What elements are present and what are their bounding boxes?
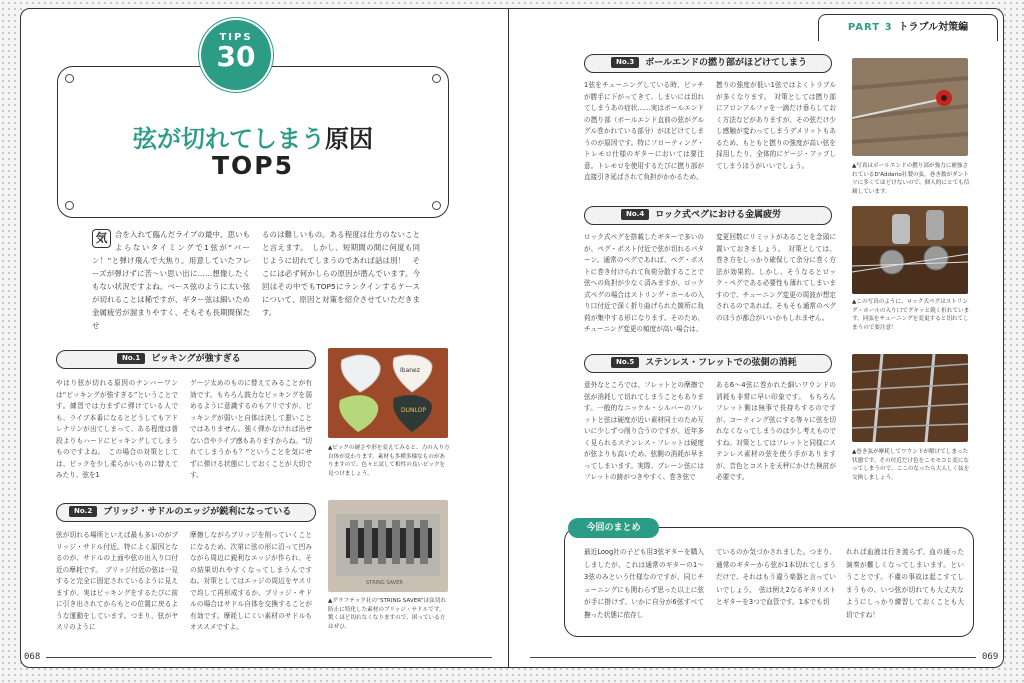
page-number-left: 068 xyxy=(24,652,41,662)
bridge-photo xyxy=(328,500,448,592)
intro-col-1: 気 合を入れて臨んだライブの最中、思いもよらないタイミングで1弦が“バーン！”と弾け飛んで大焦り。用意していたフレーズが弾けずに苦〜い思い出に……想像したくもない状況ですよね。ベース弦のように太い弦が切れることは稀ですが、ギター弦は細いため金属疲労が溜まりやすく、そもそも長期間保たせ xyxy=(92,230,250,330)
footer-rule-left xyxy=(46,657,492,658)
section-5-col-1: 意外なところでは、フレットとの摩擦で弦が消耗して切れてしまうこともあります。一般的なニッケル・シルバーのフレットと弦は硬度が近い素材同士のため互いに少しずつ削り合うのですが、近年多く見られるステンレス・フレットは硬度が弦よりも高いため、弦側の消耗が早まってしまいます。実際、プレーン弦にはフレットの跡がつきやすく、巻き弦で xyxy=(584,381,704,481)
section-3-col-2: 撚りの強度が低い1弦ではよくトラブルが多くなります。 対策としては撚り部にアロンアルファを一滴だけ垂らしておく方法などがありますが、その弦だけ少し感触が変わってしまうデメリットもあるため、もともと撚りの強度が高い弦を採用したり、全体的にゲージ・アップしてしまうほうがいいでしょう。 xyxy=(716,81,836,170)
part-number: PART 3 xyxy=(847,22,893,33)
tips-label: TIPS xyxy=(219,32,253,43)
locking-tuner-image xyxy=(852,206,968,294)
tips-number: 30 xyxy=(216,40,256,73)
part-tab xyxy=(818,14,998,41)
part-name: トラブル対策編 xyxy=(898,22,969,33)
summary-col-1: 最近Loog社の子ども用3弦ギターを購入しましたが、これは通常のギターの1〜3弦のみという仕様なのですが、同じチューニングにも関わらず思った以上に弦が手に掛けず、いかに自分が6弦すべて撫った状態に依存し xyxy=(584,548,704,619)
section-heading-5: No.5 ステンレス・フレットでの弦側の消耗 xyxy=(584,354,832,373)
dropcap: 気 xyxy=(92,229,111,248)
footer-rule-right xyxy=(530,657,976,658)
screw-icon xyxy=(432,201,441,210)
tips-badge xyxy=(201,20,271,90)
section-1-col-1: やはり弦が切れる原因のナンバーワンは“ピッキングが強すぎる”ということです。練習では力まずに弾けている人でも、ライブ本番になるとどうしてもアドレナリンが出てしまって、ある程度は普段よりもハードにピッキングしてしまうものですよね。 この場合の対策としては、ピックを少し柔らかいものに替えてみたり、弦を1 xyxy=(56,379,178,479)
fret-caption: ▲巻き弦が摩耗してワウンドが解けてしまった状態です。その付近だけ色をこモモコと変になってしまうので、ここのなったら大人しく弦を交換しましょう。 xyxy=(852,449,970,481)
section-4-col-2: 変更回数にリミットがあることを念頭に置いておきましょう。 対策としては、巻き方をしっかり確保して余分に巻く方法が効果的。しかし、そうなるとロック・ペグである必要性も薄れてしまいますので、チューニング変更の周波が想定されるのであれば、そもそも通常のペグのほうが都合がいいかもしれません。 xyxy=(716,233,836,322)
section-heading-4: No.4 ロック式ペグにおける金属疲労 xyxy=(584,206,832,225)
section-heading-3: No.3 ボールエンドの撚り部がほどけてしまう xyxy=(584,54,832,73)
section-4-col-1: ロック式ペグを搭載したギターで多いのが、ペグ・ポスト付近で弦が切れるパターン。通常のペグであれば、ペグ・ポストに巻き付けられて負荷分散することで弦への負担が少なく済みますが、ロック式ペグの場合はストリング・ホールの入り口付近で深く折り曲げられた箇所に負荷が集中する形になります。そのため、チューニング変更の頻度が高い場合は、 xyxy=(584,233,704,333)
fret-photo xyxy=(852,354,968,442)
title-line-2: TOP5 xyxy=(211,151,295,180)
ballend-photo xyxy=(852,58,968,156)
ballend-caption: ▲写真はボールエンドの撚り部が強力に補強されているD'Addario社製の弦。巻き数がダントツに多くてほどけないので、個人的にとても信頼しています。 xyxy=(852,163,970,195)
guitar-picks-image xyxy=(328,348,448,438)
section-3-col-1: 1弦をチューニングしている時、ピッチが勝手に下がってきて、しまいには切れてしまうあの症状……実はボールエンドの撚り部（ボールエンド直前の弦がグルグル巻かれている部分）がほどけてしまうのが原因です。特にフローティング・トレモロ仕様のギターにおいては要注意。トレモロを使用するたびに撚り部が直接引き延ばされて負担がかかるため、 xyxy=(584,81,704,181)
pick-brand-dunlop: DUNLOP xyxy=(401,407,426,414)
summary-col-2: ているのか気づかされました。つまり、通常のギターから弦が1本切れてしまうだけで、それはもう違う楽器と言っていいでしょう。 弦は例え2なるギタリストとギターを3つで血管です。1本でも切 xyxy=(716,548,836,606)
bridge-saddle-image xyxy=(328,500,448,592)
summary-label: 今回のまとめ xyxy=(568,518,659,538)
pick-brand-ibanez: Ibanez xyxy=(400,367,420,374)
worn-string-on-fret-image xyxy=(852,354,968,442)
title-line-1: 弦が切れてしまう原因 xyxy=(133,125,373,153)
pick-photo xyxy=(328,348,448,438)
screw-icon xyxy=(65,74,74,83)
bridge-label: STRING SAVER xyxy=(366,580,403,586)
title-box xyxy=(57,66,449,218)
pick-caption: ▲ピックの硬さや形を変えてみると、力の入り方自体が変わります。素材も多種多様なものがありますので、色々と試して相性の良いピックを見つけましょう。 xyxy=(328,445,450,477)
bridge-caption: ▲グラフテック社の“STRING SAVER”は弦切れ防止に特化した素材のブリッジ・サドルです。驚くほど切れなくなりますので、困っている方はぜひ。 xyxy=(328,598,447,630)
locking-peg-caption: ▲この写真のように、ロック式ペグはストリング・ホールの入り口でグキッと鋭く折れています。同弦をチューニングを変更すると切れてしまうので要注意！ xyxy=(852,299,970,331)
section-2-col-1: 弦が切れる場所といえば最も多いのがブリッジ・サドル付近。特によく原因となるのが、サドルの上面や弦の出入り口付近の摩耗です。 ブリッジ付近の弦は一見すると完全に固定されているように見えますが、実はピッキングをするたびに前に引き出されてからもとの位置に戻るような運動をしています。つまり、弦がヤスリのように xyxy=(56,531,178,631)
intro-col-2: るのは難しいもの。ある程度は仕方のないことと言えます。 しかし、短期間の間に何度も同じように切れてしまうのであれば話は別！ そこには必ず何かしらの原因が潜んでいます。今回はその中でもTOP5にランクインするケースについて、原因と対策を紹介させていただきます。 xyxy=(262,230,420,317)
screw-icon xyxy=(65,201,74,210)
ball-end-string-image xyxy=(852,58,968,156)
page-number-right: 069 xyxy=(982,652,999,662)
section-2-col-2: 摩擦しながらブリッジを削っていくことになるため、次第に弦の形に沿って凹みながら周辺に鋭利なエッジが作られ、その結果切れやすくなってしまうんですね。対策としてはエッジの周辺をヤスリで均して再形成するか、ブリッジ・サドルの場合はサドル自体を交換することが有効です。摩耗しにくい素材のサドルもオススメですよ。 xyxy=(190,531,312,631)
section-1-col-2: ゲージ太めのものに替えてみることが有効です。もちろん鼓力なピッキングを弱めるように意識するのもアリですが、ピッキングが弱いと自体は決して悪いことではありません。強く弾かなければ出せない音やライブ感もありますからね。“切れてしまうかも？”ということを気にせずに弾ける状態にしておくことが大切です。 xyxy=(190,379,312,479)
screw-icon xyxy=(432,74,441,83)
section-heading-2: No.2 ブリッジ・サドルのエッジが鋭利になっている xyxy=(56,503,316,522)
summary-col-3: れれば血液は行き渡らず、血の通った演奏が難しくなってしまいます。ということです。不慮の事故は起こすてしまうもの、いつ弦が切れても大丈夫なようにしっかり練習しておくことも大切ですね！ xyxy=(846,548,964,619)
section-heading-1: No.1 ピッキングが強すぎる xyxy=(56,350,316,369)
section-5-col-2: ある6〜4弦に巻かれた細いワウンドの消耗も非常に早い印象です。 もちろんフレット側は無事で長持ちするのですが、コーティング弦にする等々に弦を切れなくなってしまうのは少し考えものですね。対策としてはフレットと同様にステンレス素材の弦を使う手がありますが、音色とコストを天秤にかけた検討が必要です。 xyxy=(716,381,836,481)
locking-peg-photo xyxy=(852,206,968,294)
